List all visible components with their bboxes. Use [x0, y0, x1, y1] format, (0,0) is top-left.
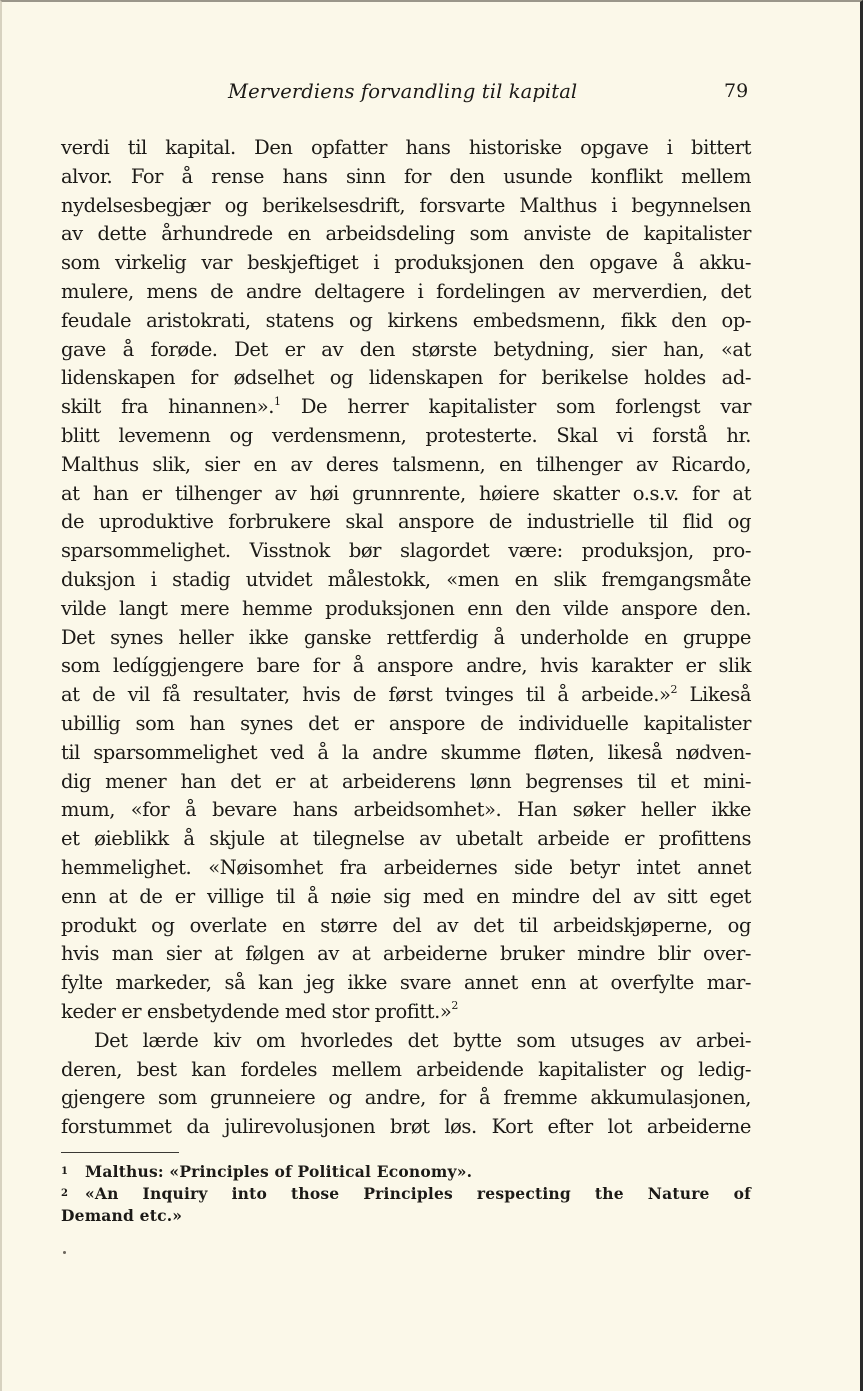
footnote-mark: 1: [61, 1166, 69, 1177]
text-line: feudale aristokrati, statens og kirkens embedsmenn, fikk den op-: [61, 308, 751, 332]
text-line: hemmelighet. «Nøisomhet fra arbeidernes side betyr intet annet: [61, 855, 751, 879]
text-line: at han er tilhenger av høi grunnrente, høiere skatter o.s.v. for at: [61, 481, 751, 505]
footnote-text: Malthus: «Principles of Political Economy».: [85, 1162, 473, 1181]
text-line: forstummet da julirevolusjonen brøt løs. Kort efter lot arbeiderne: [61, 1115, 751, 1139]
text-line: de uproduktive forbrukere skal anspore de industrielle til flid og: [61, 510, 751, 534]
text-line: gave å forøde. Det er av den største betydning, sier han, «at: [61, 337, 751, 361]
footnote-2-continued: Demand etc.»: [61, 1206, 183, 1225]
note-ref-1[interactable]: 1: [274, 394, 281, 408]
text-line: enn at de er villige til å nøie sig med en mindre del av sitt eget: [61, 884, 751, 908]
text-line: verdi til kapital. Den opfatter hans historiske opgave i bittert: [61, 136, 751, 159]
running-head: [2, 80, 863, 106]
text-line: fylte markeder, så kan jeg ikke svare annet enn at overfylte mar-: [61, 971, 751, 995]
text-line: Det synes heller ikke ganske rettferdig å underholde en gruppe: [61, 625, 751, 649]
text-line: hvis man sier at følgen av at arbeiderne bruker mindre blir over-: [61, 942, 751, 966]
running-title: Merverdiens forvandling til kapital: [228, 80, 578, 103]
body-text: [61, 134, 751, 1142]
footnote-1: [61, 1161, 751, 1183]
note-ref-2-repeat[interactable]: 2: [451, 999, 458, 1013]
text-segment: skilt fra hinannen».: [61, 395, 275, 419]
text-segment: at de vil få resultater, hvis de først tvinges til å arbeide.»: [61, 683, 671, 707]
footnotes: [61, 1161, 751, 1227]
text-line-with-note: [61, 393, 751, 422]
ink-speck: [63, 1251, 66, 1254]
text-line: av dette århundrede en arbeidsdeling som anviste de kapitalister: [61, 222, 751, 246]
text-line-with-note: [61, 998, 751, 1027]
page-number: 79: [724, 80, 749, 102]
text-line: blitt levemenn og verdensmenn, protesterte. Skal vi forstå hr.: [61, 423, 751, 447]
text-line-with-note: [61, 681, 751, 710]
text-line: et øieblikk å skjule at tilegnelse av ubetalt arbeide er profittens: [61, 827, 751, 851]
text-line: gjengere som grunneiere og andre, for å fremme akkumulasjonen,: [61, 1086, 751, 1110]
text-line: som ledíggjengere bare for å anspore andre, hvis karakter er slik: [61, 654, 751, 678]
footnote-mark: 2: [61, 1188, 69, 1199]
text-line: nydelsesbegjær og berikelsesdrift, forsvarte Malthus i begynnelsen: [61, 193, 751, 217]
text-line: duksjon i stadig utvidet målestokk, «men en slik fremgangsmåte: [61, 567, 751, 591]
text-line: mum, «for å bevare hans arbeidsomhet». Han søker heller ikke: [61, 798, 751, 822]
text-line: deren, best kan fordeles mellem arbeidende kapitalister og ledig-: [61, 1057, 751, 1081]
text-line: Malthus slik, sier en av deres talsmenn, en tilhenger av Ricardo,: [61, 452, 751, 476]
paragraph-start: Det lærde kiv om hvorledes det bytte som utsuges av arbei-: [94, 1028, 751, 1052]
text-segment: Likeså: [689, 683, 752, 707]
footnote-divider: [61, 1152, 179, 1153]
text-line: dig mener han det er at arbeiderens lønn begrenses til et mini-: [61, 769, 751, 793]
text-line: som virkelig var beskjeftiget i produksjonen den opgave å akku-: [61, 251, 751, 275]
text-segment: keder er ensbetydende med stor profitt.»: [61, 999, 452, 1023]
footnote-text: «An Inquiry into those Principles respecting the Nature of: [85, 1184, 751, 1203]
text-line: produkt og overlate en større del av det til arbeidskjøperne, og: [61, 913, 751, 937]
text-line: til sparsommelighet ved å la andre skumme fløten, likeså nødven-: [61, 740, 751, 764]
note-ref-2[interactable]: 2: [670, 682, 677, 696]
text-segment: De herrer kapitalister som forlengst var: [300, 395, 752, 419]
text-line: vilde langt mere hemme produksjonen enn den vilde anspore den.: [61, 596, 751, 620]
text-line: sparsommelighet. Visstnok bør slagordet være: produksjon, pro-: [61, 539, 751, 563]
text-line: alvor. For å rense hans sinn for den usunde konflikt mellem: [61, 164, 751, 188]
text-line: ubillig som han synes det er anspore de individuelle kapitalister: [61, 711, 751, 735]
footnote-2: [61, 1183, 751, 1205]
text-line: lidenskapen for ødselhet og lidenskapen for berikelse holdes ad-: [61, 366, 751, 390]
text-line: mulere, mens de andre deltagere i fordelingen av merverdien, det: [61, 279, 751, 303]
